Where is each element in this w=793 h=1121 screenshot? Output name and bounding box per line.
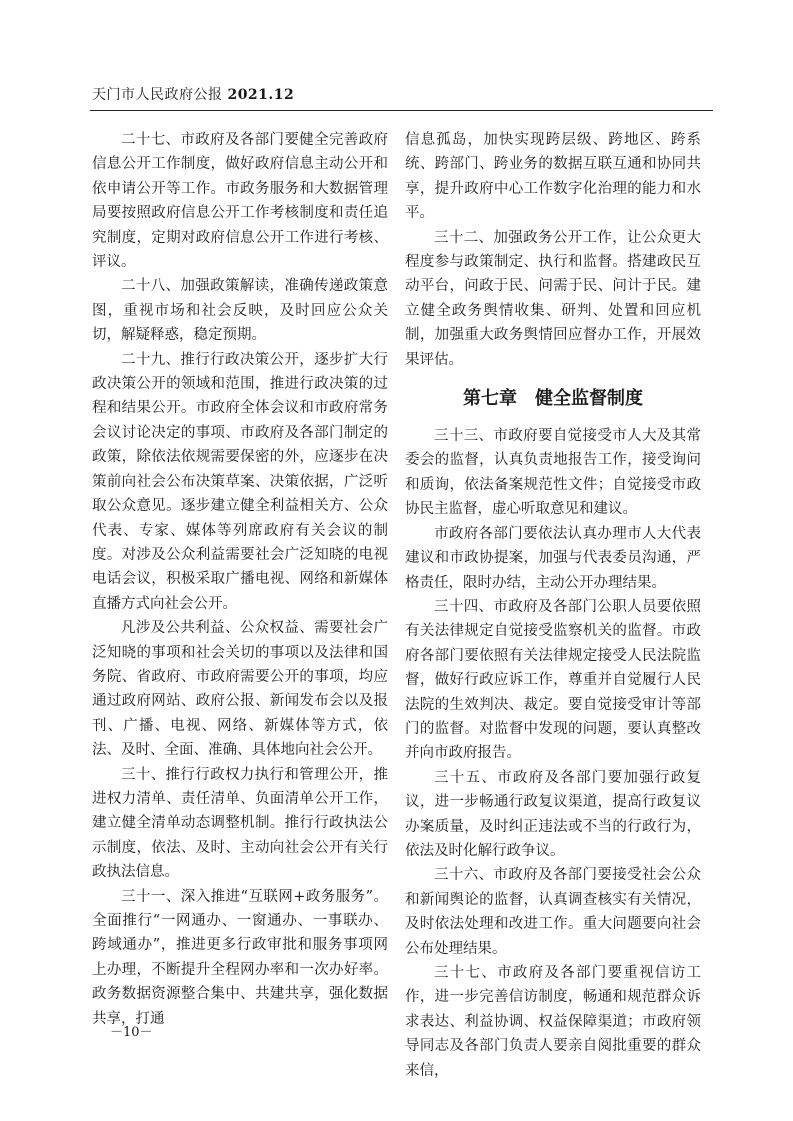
paragraph: 市政府各部门要依法认真办理市人大代表建议和市政协提案，加强与代表委员沟通，严格责任，限时办结，主动公开办理结果。 (405, 525, 701, 591)
paragraph: 三十七、市政府及各部门要重视信访工作，进一步完善信访制度，畅通和规范群众诉求表达、利益协调、权益保障渠道；市政府领导同志及各部门负责人要亲自阅批重要的群众来信， (405, 965, 701, 1079)
left-column (92, 128, 388, 1031)
paragraph: 凡涉及公共利益、公众权益、需要社会广泛知晓的事项和社会关切的事项以及法律和国务院、省政府、市政府需要公开的事项，均应通过政府网站、政府公报、新闻发布会以及报刊、广播、电视、网络、新媒体等方式，依法、及时、全面、准确、具体地向社会公开。 (92, 620, 388, 759)
paragraph: 三十三、市政府要自觉接受市人大及其常委会的监督，认真负责地报告工作，接受询问和质询，依法备案规范性文件；自觉接受市政协民主监督，虚心听取意见和建议。 (405, 428, 701, 518)
paragraph: 二十七、市政府及各部门要健全完善政府信息公开工作制度，做好政府信息主动公开和依申请公开等工作。市政务服务和大数据管理局要按照政府信息公开工作考核制度和责任追究制度，定期对政府信息公开工作进行考核、评议。 (92, 132, 388, 271)
paragraph: 二十八、加强政策解读，准确传递政策意图，重视市场和社会反映，及时回应公众关切，解疑释惑，稳定预期。 (92, 278, 388, 344)
header-rule (90, 110, 713, 111)
paragraph: 信息孤岛，加快实现跨层级、跨地区、跨系统、跨部门、跨业务的数据互联互通和协同共享，提升政府中心工作数字化治理的能力和水平。 (405, 132, 701, 222)
chapter-title: 健全监督制度 (535, 388, 643, 410)
page-number: －10－ (110, 1025, 153, 1040)
paragraph: 三十、推行行政权力执行和管理公开，推进权力清单、责任清单、负面清单公开工作，建立健全清单动态调整机制。推行行政执法公示制度，依法、及时、主动向社会公开有关行政执法信息。 (92, 766, 388, 881)
paragraph: 三十四、市政府及各部门公职人员要依照有关法律规定自觉接受监察机关的监督。市政府各部门要依照有关法律规定接受人民法院监督，做好行政应诉工作，尊重并自觉履行人民法院的生效判决、裁定。要自觉接受审计等部门的监督。对监督中发现的问题，要认真整改并向市政府报告。 (405, 598, 701, 762)
paragraph: 二十九、推行行政决策公开，逐步扩大行政决策公开的领域和范围，推进行政决策的过程和结果公开。市政府全体会议和市政府常务会议讨论决定的事项、市政府及各部门制定的政策，除依法依规需要保密的外，应逐步在决策前向社会公布决策草案、决策依据，广泛听取公众意见。逐步建立健全利益相关方、公众代表、专家、媒体等列席政府有关会议的制度。对涉及公众利益需要社会广泛知晓的电视电话会议，积极采取广播电视、网络和新媒体直播方式向社会公开。 (92, 351, 388, 612)
running-header (92, 84, 294, 104)
chapter-number: 第七章 (463, 388, 517, 410)
paragraph: 三十六、市政府及各部门要接受社会公众和新闻舆论的监督，认真调查核实有关情况，及时依法处理和改进工作。重大问题要向社会公布处理结果。 (405, 867, 701, 957)
right-column (405, 128, 701, 1083)
chapter-heading (405, 386, 701, 412)
paragraph: 三十二、加强政务公开工作，让公众更大程度参与政策制定、执行和监督。搭建政民互动平台，问政于民、问需于民、问计于民。建立健全政务舆情收集、研判、处置和回应机制，加强重大政务舆情回应督办工作，开展效果评估。 (405, 229, 701, 368)
publication-title: 天门市人民政府公报 (92, 87, 223, 103)
issue-number: 2021.12 (227, 87, 295, 103)
paragraph: 三十一、深入推进“互联网+政务服务”。全面推行“一网通办、一窗通办、一事联办、跨域通办”，推进更多行政审批和服务事项网上办理，不断提升全程网办率和一次办好率。政务数据资源整合集中、共建共享，强化数据共享，打通 (92, 888, 388, 1027)
paragraph: 三十五、市政府及各部门要加强行政复议，进一步畅通行政复议渠道，提高行政复议办案质量，及时纠正违法或不当的行政行为，依法及时化解行政争议。 (405, 769, 701, 859)
